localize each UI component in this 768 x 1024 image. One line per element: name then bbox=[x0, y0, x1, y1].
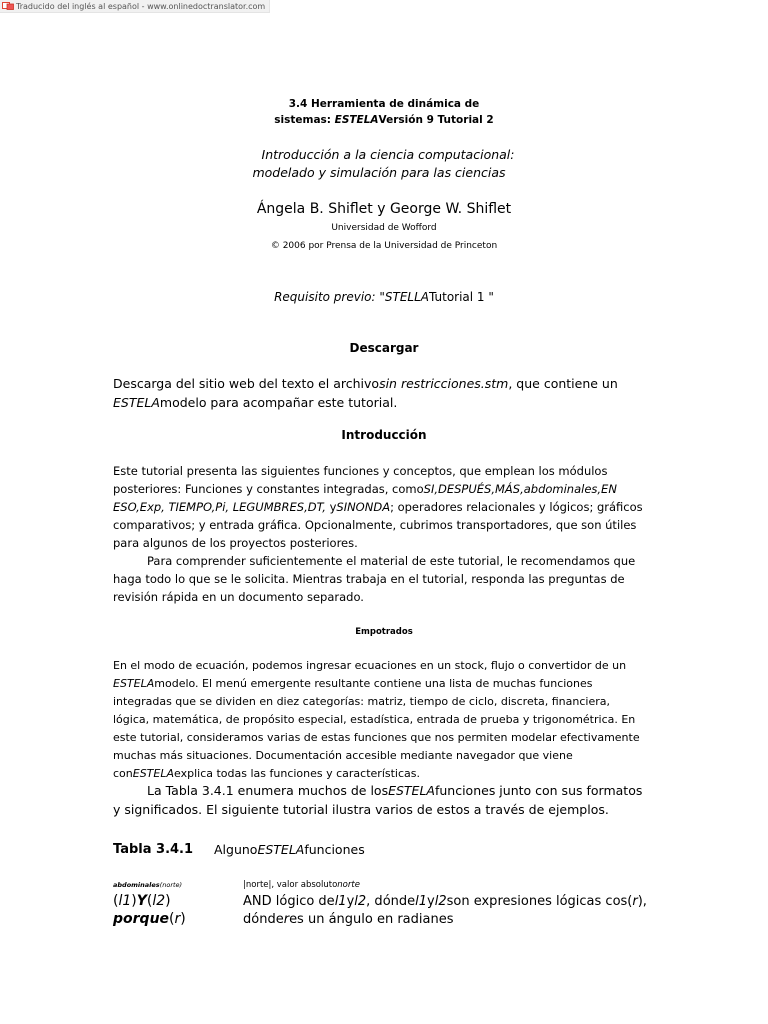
intro-heading: Introducción bbox=[341, 428, 427, 442]
download-paragraph: Descarga del sitio web del texto el archivosin restricciones.stm, que contiene un ESTELAmodelo para acompañar este tutorial. bbox=[113, 376, 618, 410]
book-title: Introducción a la ciencia computacional: modelado y simulación para las ciencias bbox=[252, 147, 515, 180]
table-row-abs-right: |norte|, valor absolutonorte bbox=[243, 880, 360, 890]
file-name[interactable]: sin restricciones.stm bbox=[379, 376, 509, 391]
table-row-and-right: AND lógico del1yl2, dóndel1yl2son expresiones lógicas cos(r), bbox=[243, 894, 647, 909]
table-label: Tabla 3.4.1 bbox=[113, 842, 194, 857]
builtin-paragraph: En el modo de ecuación, podemos ingresar ecuaciones en un stock, flujo o convertidor de un ESTELAmodelo. El menú emergente resultante contiene una lista de muchas funciones integradas que se dividen en diez categorías: matriz, tiempo de ciclo, discreta, financiera, lógica, matemática, de propósito especial, estadística, entrada de prueba y trigonométrica. En este tutorial, consideramos varias de estas funciones que nos permiten modelar efectivamente muchas más situaciones. Documentación accesible mediante navegador que viene conESTELAexplica todas las funciones y características. bbox=[113, 659, 640, 780]
table-caption: AlgunoESTELAfunciones bbox=[214, 842, 365, 857]
doc-title bbox=[0, 96, 768, 128]
title-line-1: 3.4 Herramienta de dinámica de bbox=[288, 98, 480, 110]
table-row-cos-left: porque(r) bbox=[113, 911, 186, 927]
university: Universidad de Wofford bbox=[331, 223, 437, 233]
builtin-heading: Empotrados bbox=[355, 627, 413, 637]
title-line-2: sistemas: ESTELAVersión 9 Tutorial 2 bbox=[274, 114, 494, 126]
authors: Ángela B. Shiflet y George W. Shiflet bbox=[256, 201, 512, 217]
translate-icon bbox=[2, 2, 14, 10]
table-row-abs-left: abdominales(norte) bbox=[113, 881, 183, 889]
banner-text: Traducido del inglés al español - www.onlinedoctranslator.com bbox=[16, 1, 266, 11]
table-row-and-left: (l1)Y(l2) bbox=[113, 893, 171, 909]
download-heading: Descargar bbox=[349, 341, 419, 355]
table-intro-paragraph: La Tabla 3.4.1 enumera muchos de losESTELAfunciones junto con sus formatos y significados. El siguiente tutorial ilustra varios de estos a través de ejemplos. bbox=[113, 783, 643, 817]
intro-paragraph-2: Para comprender suficientemente el material de este tutorial, le recomendamos que haga todo lo que se le solicita. Mientras trabaja en el tutorial, responda las preguntas de revisión rápida en un documento separado. bbox=[113, 554, 636, 604]
prerequisite: Requisito previo: "STELLATutorial 1 " bbox=[274, 290, 494, 304]
copyright: © 2006 por Prensa de la Universidad de Princeton bbox=[270, 241, 498, 251]
translator-banner[interactable] bbox=[0, 0, 270, 13]
intro-paragraph-1: Este tutorial presenta las siguientes funciones y conceptos, que emplean los módulos posteriores: Funciones y constantes integradas, comoSI,DESPUÉS,MÁS,abdominales,EN ESO,Exp, TIEMPO,Pi, LEGUMBRES,DT, ySINONDA; operadores relacionales y lógicos; gráficos comparativos; y entrada gráfica. Opcionalmente, cubrimos transportadores, que son útiles para algunos de los proyectos posteriores. bbox=[113, 464, 643, 550]
table-row-cos-right: dónderes un ángulo en radianes bbox=[243, 912, 454, 927]
